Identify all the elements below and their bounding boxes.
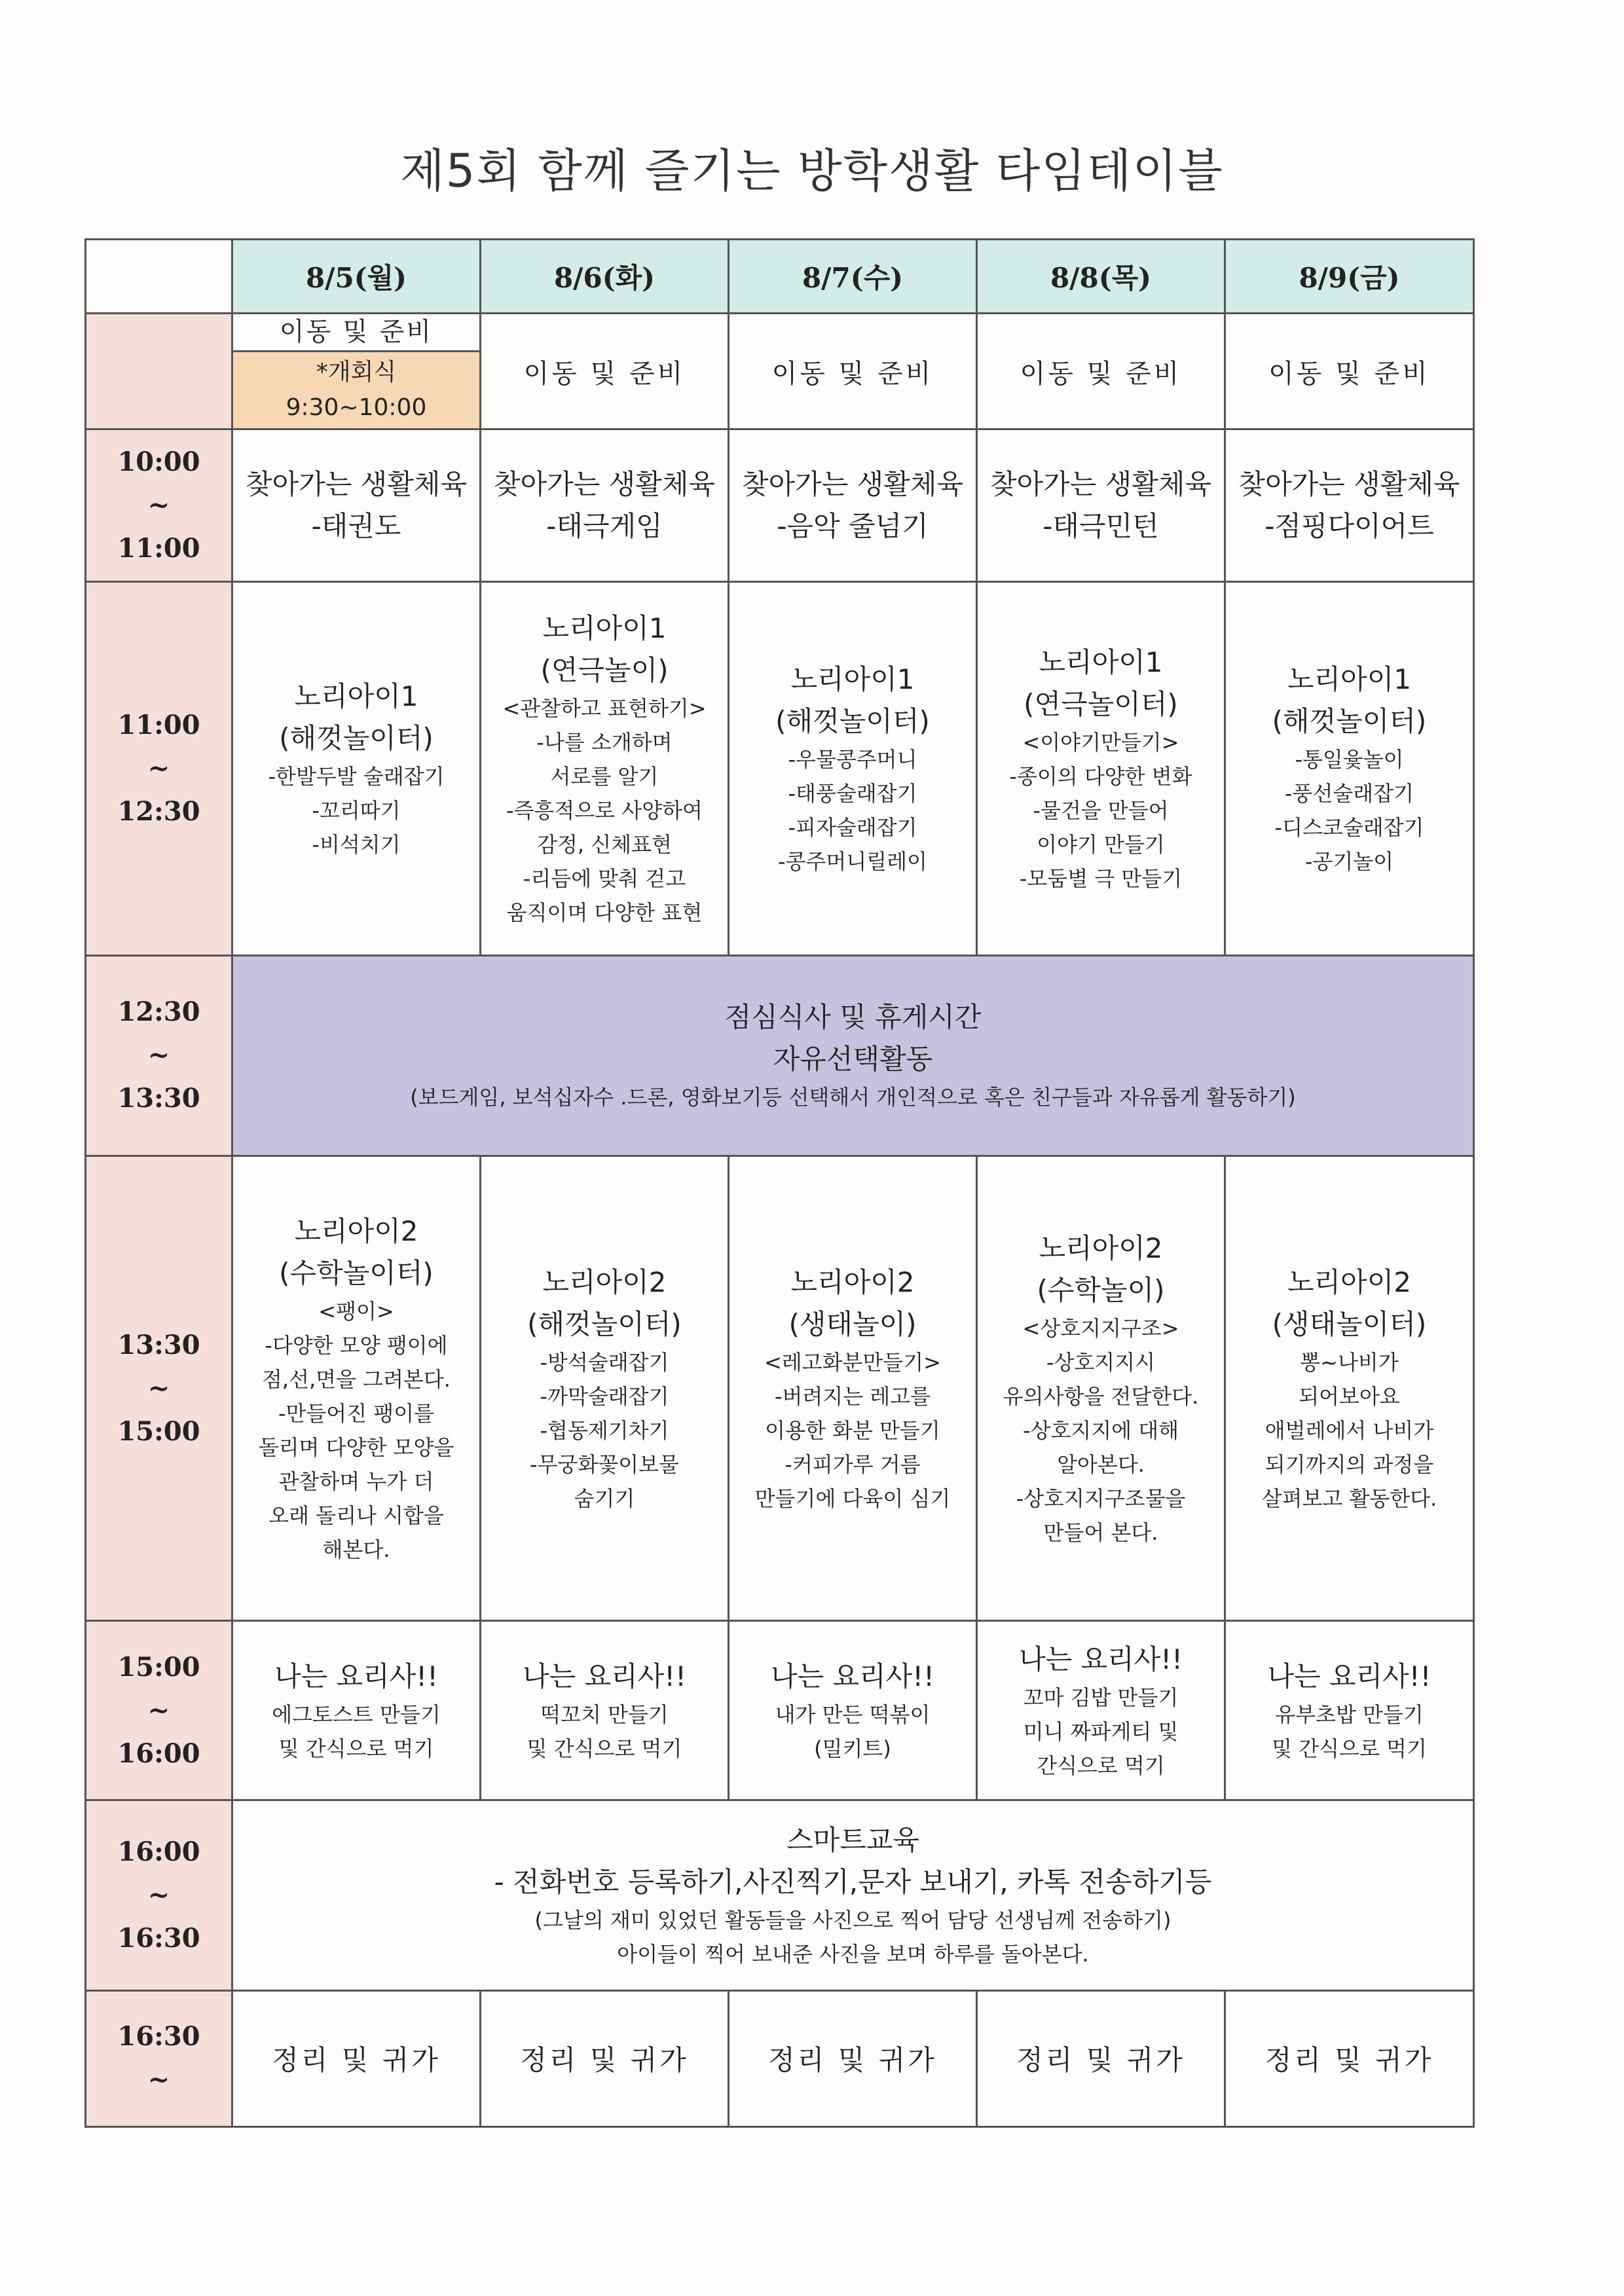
sports-cell — [1225, 429, 1474, 582]
activity-line: 및 간식으로 먹기 — [1272, 1736, 1427, 1761]
activity-line: 움직이며 다양한 표현 — [506, 900, 703, 926]
time-cell — [86, 955, 232, 1156]
activity-line: 이야기 만들기 — [1037, 832, 1165, 858]
time-cell — [86, 1156, 232, 1620]
prep-cell-opening — [232, 314, 481, 429]
time-start: 15:00 — [117, 1651, 200, 1683]
day-header: 8/9(금) — [1225, 240, 1474, 314]
activity-line: -커피가루 거름 — [784, 1451, 921, 1477]
activity-title: 노리아이2 — [1287, 1266, 1411, 1298]
timetable — [84, 238, 1475, 2128]
day-header: 8/7(수) — [729, 240, 977, 314]
time-end: 15:00 — [117, 1415, 200, 1447]
time-tilde: ~ — [147, 1879, 170, 1910]
activity-line: -태풍술래잡기 — [788, 781, 917, 807]
time-cell — [86, 582, 232, 955]
time-tilde: ~ — [147, 1694, 170, 1726]
time-cell — [86, 1621, 232, 1800]
nori2-row — [86, 1156, 1474, 1620]
activity-line: 미니 짜파게티 및 — [1023, 1719, 1179, 1744]
activity-line: -물건을 만들어 — [1033, 798, 1169, 824]
activity-title: 찾아가는 생활체육 — [742, 468, 963, 501]
time-cell — [86, 429, 232, 582]
activity-line: -디스코술래잡기 — [1274, 815, 1424, 841]
activity-line: -버려지는 레고를 — [774, 1383, 931, 1409]
lunch-detail: (보드게임, 보석십자수 .드론, 영화보기등 선택해서 개인적으로 혹은 친구들과 자유롭게 활동하기) — [410, 1085, 1296, 1110]
lunch-title: 점심식사 및 휴게시간 — [724, 1001, 982, 1034]
activity-detail: -태극게임 — [546, 510, 663, 543]
prep-label: 이동 및 준비 — [233, 314, 479, 352]
activity-title: 나는 요리사!! — [1267, 1660, 1431, 1692]
activity-line: -리듬에 맞춰 걷고 — [523, 866, 686, 892]
smart-note: (그날의 재미 있었던 활동들을 사진으로 찍어 담당 선생님께 전송하기) — [534, 1907, 1172, 1933]
activity-title: 나는 요리사!! — [274, 1660, 438, 1692]
activity-title: 노리아이2 — [1039, 1231, 1163, 1264]
cooking-cell — [232, 1621, 481, 1800]
nori2-cell — [729, 1156, 977, 1620]
activity-line: 및 간식으로 먹기 — [278, 1736, 434, 1761]
sports-cell — [729, 429, 977, 582]
activity-line: 서로를 알기 — [550, 764, 659, 790]
activity-line: -모둠별 극 만들기 — [1019, 866, 1183, 892]
activity-title: 나는 요리사!! — [1019, 1643, 1183, 1675]
day-header: 8/6(화) — [481, 240, 729, 314]
activity-title: 찾아가는 생활체육 — [246, 468, 467, 501]
time-cell-empty — [86, 314, 232, 429]
activity-line: 오래 돌리나 시합을 — [268, 1503, 444, 1528]
activity-title: 노리아이1 — [790, 663, 915, 696]
activity-subtitle: (해껏놀이터) — [775, 705, 930, 738]
opening-label: *개회식 — [316, 359, 397, 386]
activity-subtitle: (해껏놀이터) — [527, 1307, 682, 1340]
activity-subtitle: (수학놀이터) — [279, 1256, 434, 1289]
nori2-cell — [977, 1156, 1225, 1620]
activity-line: 이용한 화분 만들기 — [765, 1417, 940, 1443]
activity-line: -다양한 모양 팽이에 — [265, 1332, 448, 1358]
cooking-row — [86, 1621, 1474, 1800]
activity-title: 나는 요리사!! — [771, 1660, 934, 1692]
activity-detail: -음악 줄넘기 — [777, 510, 929, 543]
activity-line: -통일윷놀이 — [1295, 747, 1404, 773]
prep-cell: 이동 및 준비 — [481, 314, 729, 429]
cooking-cell — [481, 1621, 729, 1800]
activity-line: 애벌레에서 나비가 — [1264, 1417, 1434, 1443]
nori1-cell — [729, 582, 977, 955]
time-end: 16:30 — [117, 1922, 200, 1954]
prep-cell: 이동 및 준비 — [977, 314, 1225, 429]
activity-title: 찾아가는 생활체육 — [990, 468, 1211, 501]
activity-detail: -점핑다이어트 — [1264, 510, 1434, 543]
sports-cell — [977, 429, 1225, 582]
activity-title: 노리아이2 — [294, 1214, 418, 1247]
activity-title: 찾아가는 생활체육 — [1238, 468, 1460, 501]
activity-line: <팽이> — [318, 1298, 394, 1324]
smart-cell — [232, 1800, 1474, 1990]
time-cell — [86, 1800, 232, 1990]
activity-line: 돌리며 다양한 모양을 — [258, 1434, 454, 1460]
activity-line: 되기까지의 과정을 — [1264, 1451, 1434, 1477]
activity-line: -피자술래잡기 — [788, 815, 917, 841]
smart-note: 아이들이 찍어 보내준 사진을 보며 하루를 돌아본다. — [617, 1941, 1089, 1967]
activity-line: -나를 소개하며 — [536, 730, 673, 756]
activity-line: 뽕~나비가 — [1300, 1349, 1399, 1375]
opening-ceremony — [233, 352, 479, 428]
corner-cell — [86, 240, 232, 314]
activity-line: -한발두발 술래잡기 — [268, 764, 445, 790]
activity-line: -즉흥적으로 사양하여 — [506, 798, 703, 824]
time-start: 11:00 — [117, 710, 200, 741]
time-start: 16:00 — [117, 1836, 200, 1867]
prep-cell: 이동 및 준비 — [729, 314, 977, 429]
time-start: 13:30 — [117, 1329, 200, 1360]
activity-line: 내가 만든 떡볶이 — [775, 1702, 931, 1727]
smart-title: 스마트교육 — [786, 1823, 919, 1856]
end-cell: 정리 및 귀가 — [481, 1990, 729, 2126]
time-end: 16:00 — [117, 1738, 200, 1769]
nori1-cell — [232, 582, 481, 955]
activity-title: 노리아이1 — [1039, 646, 1163, 679]
activity-subtitle: (연극놀이터) — [1024, 688, 1178, 721]
activity-line: 되어보아요 — [1299, 1383, 1400, 1409]
end-cell: 정리 및 귀가 — [977, 1990, 1225, 2126]
activity-line: -우물콩주머니 — [788, 747, 917, 773]
activity-line: 만들어 본다. — [1043, 1520, 1158, 1545]
activity-subtitle: (생태놀이터) — [1272, 1307, 1427, 1340]
time-tilde: ~ — [147, 753, 170, 784]
activity-line: -꼬리따기 — [312, 798, 401, 824]
day-header: 8/5(월) — [232, 240, 481, 314]
opening-time: 9:30~10:00 — [286, 394, 427, 422]
day-header: 8/8(목) — [977, 240, 1225, 314]
prep-row — [86, 314, 1474, 429]
activity-line: 만들기에 다육이 심기 — [754, 1485, 951, 1511]
smart-detail: - 전화번호 등록하기,사진찍기,문자 보내기, 카톡 전송하기등 — [494, 1865, 1212, 1898]
time-tilde: ~ — [147, 2064, 170, 2096]
lunch-cell — [232, 955, 1474, 1156]
lunch-subtitle: 자유선택활동 — [773, 1043, 933, 1076]
activity-line: 간식으로 먹기 — [1037, 1753, 1165, 1778]
activity-title: 나는 요리사!! — [523, 1660, 686, 1692]
activity-line: -상호지지에 대해 — [1022, 1417, 1179, 1443]
activity-subtitle: (생태놀이) — [788, 1307, 917, 1340]
activity-title: 노리아이1 — [294, 680, 418, 713]
time-start: 12:30 — [117, 996, 200, 1028]
activity-line: -협동제기차기 — [540, 1417, 669, 1443]
time-end: 12:30 — [117, 796, 200, 828]
page-title: 제5회 함께 즐기는 방학생활 타임테이블 — [400, 144, 1224, 198]
nori2-cell — [232, 1156, 481, 1620]
sports-cell — [232, 429, 481, 582]
activity-title: 노리아이2 — [542, 1266, 667, 1298]
time-start: 10:00 — [117, 446, 200, 478]
prep-cell: 이동 및 준비 — [1225, 314, 1474, 429]
activity-line: -상호지지구조물을 — [1016, 1485, 1186, 1511]
activity-line: (밀키트) — [814, 1736, 891, 1761]
end-cell: 정리 및 귀가 — [729, 1990, 977, 2126]
activity-line: 해본다. — [322, 1537, 390, 1562]
activity-line: 관찰하며 누가 더 — [278, 1468, 434, 1494]
lunch-row — [86, 955, 1474, 1156]
activity-line: 알아본다. — [1057, 1451, 1145, 1477]
activity-line: 및 간식으로 먹기 — [526, 1736, 682, 1761]
nori1-cell — [977, 582, 1225, 955]
activity-line: -풍선술래잡기 — [1284, 781, 1414, 807]
activity-line: -까막술래잡기 — [540, 1383, 669, 1409]
time-start: 16:30 — [117, 2021, 200, 2052]
time-tilde: ~ — [147, 490, 170, 521]
time-tilde: ~ — [147, 1040, 170, 1071]
time-cell — [86, 1990, 232, 2126]
cooking-cell — [729, 1621, 977, 1800]
cooking-cell — [1225, 1621, 1474, 1800]
activity-line: -종이의 다양한 변화 — [1009, 764, 1192, 790]
end-cell: 정리 및 귀가 — [1225, 1990, 1474, 2126]
time-end: 13:30 — [117, 1083, 200, 1114]
activity-subtitle: (해껏놀이터) — [279, 722, 434, 755]
end-row — [86, 1990, 1474, 2126]
activity-line: -비석치기 — [312, 832, 401, 858]
time-tilde: ~ — [147, 1372, 170, 1404]
activity-line: <관찰하고 표현하기> — [502, 696, 707, 721]
activity-line: 숨기기 — [574, 1485, 635, 1511]
smart-row — [86, 1800, 1474, 1990]
header-row — [86, 240, 1474, 314]
time-end: 11:00 — [117, 533, 200, 564]
activity-detail: -태극민턴 — [1043, 510, 1159, 543]
activity-subtitle: (연극놀이) — [540, 654, 669, 687]
activity-line: 살펴보고 활동한다. — [1261, 1485, 1437, 1511]
nori1-row — [86, 582, 1474, 955]
activity-line: 유부초밥 만들기 — [1275, 1702, 1424, 1727]
activity-line: -콩주머니릴레이 — [778, 849, 927, 875]
activity-line: 유의사항을 전달한다. — [1003, 1383, 1199, 1409]
activity-line: -상호지지시 — [1046, 1349, 1156, 1375]
end-cell: 정리 및 귀가 — [232, 1990, 481, 2126]
activity-line: -무궁화꽃이보물 — [530, 1451, 679, 1477]
activity-line: 에그토스트 만들기 — [272, 1702, 441, 1727]
sports-cell — [481, 429, 729, 582]
nori2-cell — [481, 1156, 729, 1620]
activity-title: 찾아가는 생활체육 — [494, 468, 715, 501]
activity-line: 감정, 신체표현 — [537, 832, 672, 858]
activity-title: 노리아이1 — [542, 612, 667, 645]
activity-title: 노리아이2 — [790, 1266, 915, 1298]
activity-line: <레고화분만들기> — [764, 1349, 941, 1375]
cooking-cell — [977, 1621, 1225, 1800]
activity-line: -방석술래잡기 — [540, 1349, 669, 1375]
activity-line: 꼬마 김밥 만들기 — [1023, 1685, 1179, 1710]
nori2-cell — [1225, 1156, 1474, 1620]
activity-line: <상호지지구조> — [1022, 1315, 1179, 1341]
activity-line: -공기놀이 — [1304, 849, 1394, 875]
activity-subtitle: (수학놀이) — [1037, 1273, 1165, 1306]
nori1-cell — [1225, 582, 1474, 955]
activity-detail: -태권도 — [311, 510, 401, 543]
activity-line: 떡꼬치 만들기 — [540, 1702, 669, 1727]
nori1-cell — [481, 582, 729, 955]
activity-line: -만들어진 팽이를 — [278, 1400, 435, 1426]
activity-title: 노리아이1 — [1287, 663, 1411, 696]
activity-subtitle: (해껏놀이터) — [1272, 705, 1427, 738]
activity-line: 점,선,면을 그려본다. — [262, 1366, 451, 1392]
activity-line: <이야기만들기> — [1022, 730, 1179, 756]
sports-row — [86, 429, 1474, 582]
